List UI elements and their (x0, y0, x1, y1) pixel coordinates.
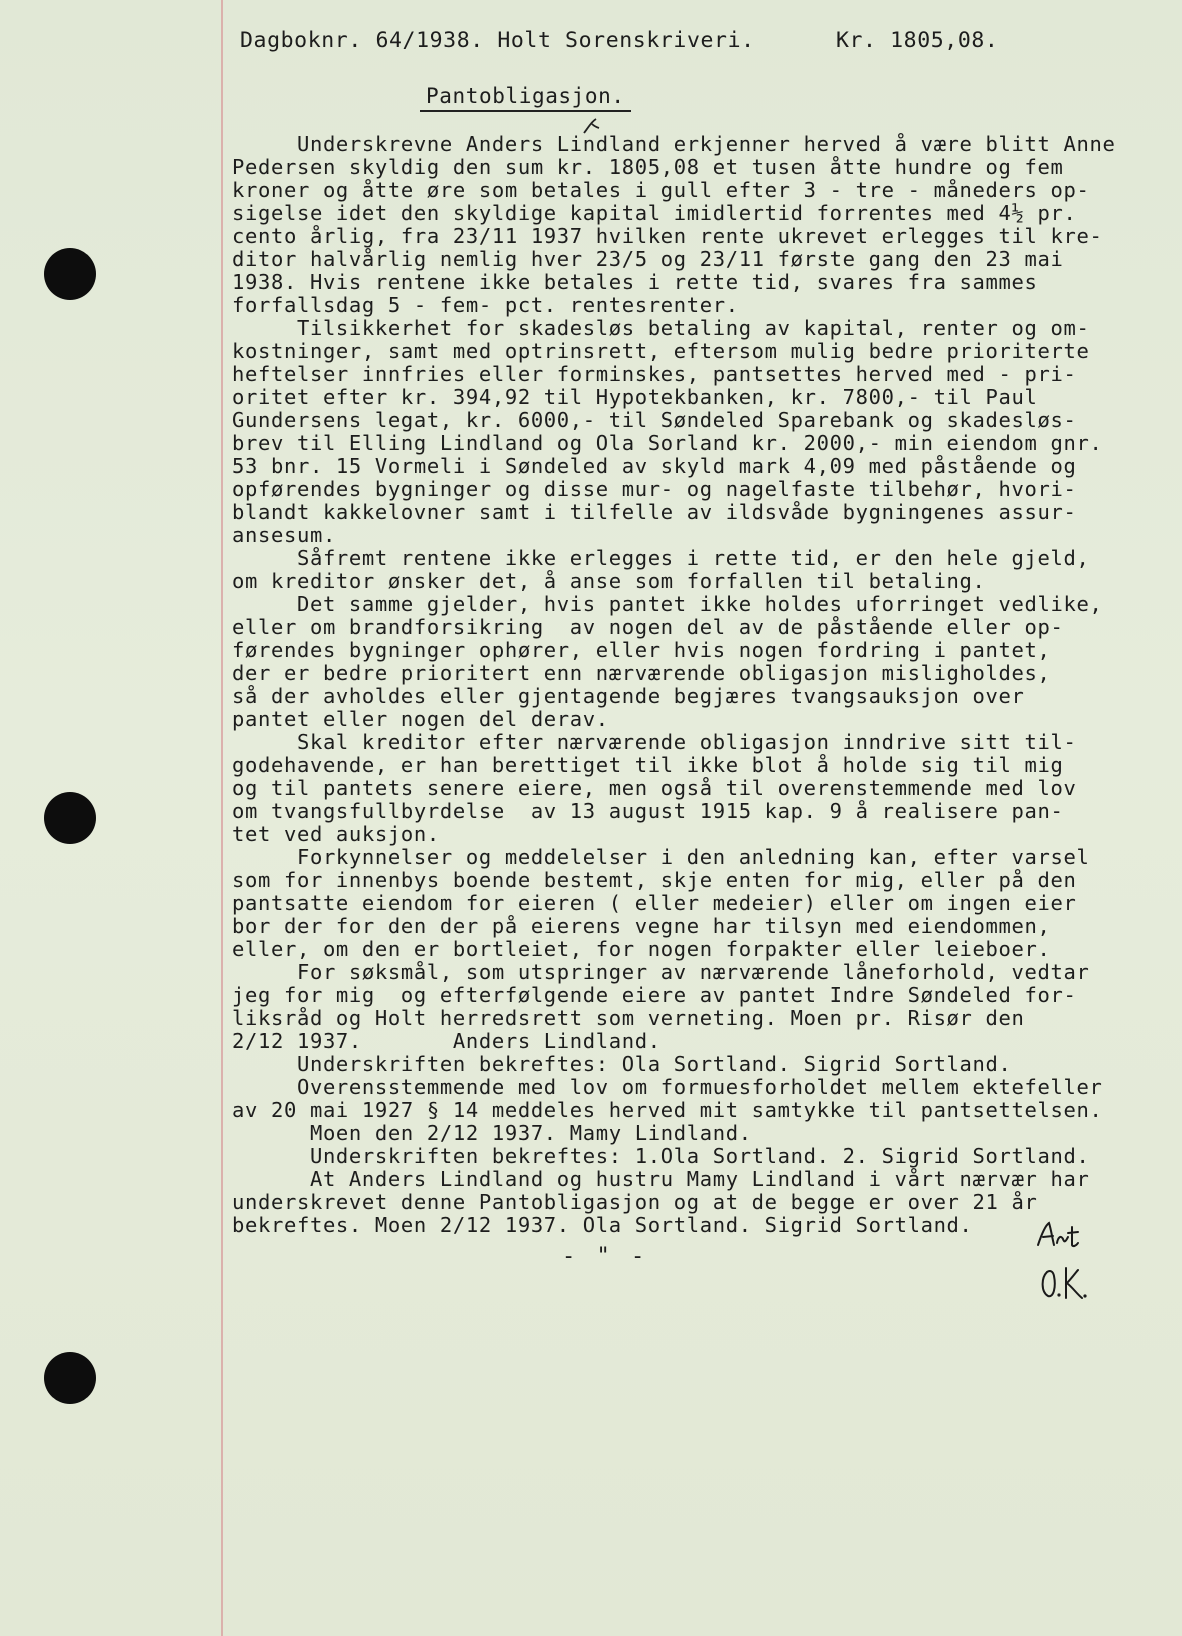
body-line: Tilsikkerhet for skadesløs betaling av kapital, renter og om- (232, 316, 1090, 340)
body-line: Underskrevne Anders Lindland erkjenner herved å være blitt Anne (232, 132, 1116, 156)
body-line: opførendes bygninger og disse mur- og nagelfaste tilbehør, hvori- (232, 477, 1077, 501)
body-line: forfallsdag 5 - fem- pct. rentesrenter. (232, 293, 739, 317)
body-line: Gundersens legat, kr. 6000,- til Søndeled Sparebank og skadesløs- (232, 408, 1077, 432)
body-line: om tvangsfullbyrdelse av 13 august 1915 kap. 9 å realisere pan- (232, 799, 1064, 823)
body-line: av 20 mai 1927 § 14 meddeles herved mit samtykke til pantsettelsen. (232, 1098, 1103, 1122)
body-line: førendes bygninger ophører, eller hvis nogen fordring i pantet, (232, 638, 1051, 662)
body-line: cento årlig, fra 23/11 1937 hvilken rente ukrevet erlegges til kre- (232, 224, 1103, 248)
body-line: For søksmål, som utspringer av nærværende låneforhold, vedtar (232, 960, 1090, 984)
body-line: om kreditor ønsker det, å anse som forfallen til betaling. (232, 569, 986, 593)
body-line: eller, om den er bortleiet, for nogen forpakter eller leieboer. (232, 937, 1051, 961)
body-line: Underskriften bekreftes: 1.Ola Sortland. 2. Sigrid Sortland. (232, 1144, 1090, 1168)
body-line: liksråd og Holt herredsrett som verneting. Moen pr. Risør den (232, 1006, 1025, 1030)
body-line: og til pantets senere eiere, men også til overenstemmende med lov (232, 776, 1077, 800)
body-line: som for innenbys boende bestemt, skje enten for mig, eller på den (232, 868, 1077, 892)
body-line: eller om brandforsikring av nogen del av de påstående eller op- (232, 615, 1064, 639)
body-line: At Anders Lindland og hustru Mamy Lindland i vårt nærvær har (232, 1167, 1090, 1191)
body-line: bekreftes. Moen 2/12 1937. Ola Sortland. Sigrid Sortland. (232, 1213, 973, 1237)
body-line: ansesum. (232, 523, 336, 547)
body-line: Moen den 2/12 1937. Mamy Lindland. (232, 1121, 752, 1145)
body-line: jeg for mig og efterfølgende eiere av pantet Indre Søndeled for- (232, 983, 1077, 1007)
body-line: ditor halvårlig nemlig hver 23/5 og 23/11 første gang den 23 mai (232, 247, 1064, 271)
body-line: 2/12 1937. Anders Lindland. (232, 1029, 661, 1053)
body-line: Såfremt rentene ikke erlegges i rette tid, er den hele gjeld, (232, 546, 1090, 570)
body-line: blandt kakkelovner samt i tilfelle av ildsvåde bygningenes assur- (232, 500, 1077, 524)
body-line: Forkynnelser og meddelelser i den anledning kan, efter varsel (232, 845, 1090, 869)
body-line: Det samme gjelder, hvis pantet ikke holdes uforringet vedlike, (232, 592, 1103, 616)
body-line: kostninger, samt med optrinsrett, eftersom mulig bedre prioriterte (232, 339, 1090, 363)
document-title: Pantobligasjon. (420, 84, 631, 112)
document-body (232, 133, 1115, 1237)
body-line: tet ved auksjon. (232, 822, 440, 846)
body-line: brev til Elling Lindland og Ola Sorland kr. 2000,- min eiendom gnr. (232, 431, 1103, 455)
body-line: 1938. Hvis rentene ikke betales i rette tid, svares fra sammes (232, 270, 1038, 294)
body-line: pantsatte eiendom for eieren ( eller medeier) eller om ingen eier (232, 891, 1077, 915)
body-line: bor der for den der på eierens vegne har tilsyn med eiendommen, (232, 914, 1051, 938)
body-line: oritet efter kr. 394,92 til Hypotekbanken, kr. 7800,- til Paul (232, 385, 1038, 409)
punch-hole-bottom (44, 1352, 96, 1404)
body-line: underskrevet denne Pantobligasjon og at de begge er over 21 år (232, 1190, 1038, 1214)
handwritten-signature-mark (1034, 1215, 1090, 1255)
body-line: så der avholdes eller gjentagende begjæres tvangsauksjon over (232, 684, 1025, 708)
body-line: sigelse idet den skyldige kapital imidlertid forrentes med 4½ pr. (232, 201, 1077, 225)
margin-line (221, 0, 223, 1636)
body-line: Underskriften bekreftes: Ola Sortland. Sigrid Sortland. (232, 1052, 1012, 1076)
punch-hole-middle (44, 792, 96, 844)
body-line: der er bedre prioritert enn nærværende obligasjon misligholdes, (232, 661, 1051, 685)
closing-mark: - " - (562, 1244, 649, 1269)
body-line: Overensstemmende med lov om formuesforholdet mellem ektefeller (232, 1075, 1103, 1099)
body-line: 53 bnr. 15 Vormeli i Søndeled av skyld mark 4,09 med påstående og (232, 454, 1077, 478)
body-line: Skal kreditor efter nærværende obligasjon inndrive sitt til- (232, 730, 1077, 754)
body-line: godehavende, er han berettiget til ikke blot å holde sig til mig (232, 753, 1064, 777)
body-line: pantet eller nogen del derav. (232, 707, 609, 731)
body-line: Pedersen skyldig den sum kr. 1805,08 et tusen åtte hundre og fem (232, 155, 1064, 179)
handwritten-initials (1038, 1262, 1088, 1308)
body-line: kroner og åtte øre som betales i gull efter 3 - tre - måneders op- (232, 178, 1090, 202)
body-line: heftelser innfries eller forminskes, pantsettes herved med - pri- (232, 362, 1077, 386)
document-header: Dagboknr. 64/1938. Holt Sorenskriveri. Kr. 1805,08. (240, 28, 999, 53)
punch-hole-top (44, 248, 96, 300)
